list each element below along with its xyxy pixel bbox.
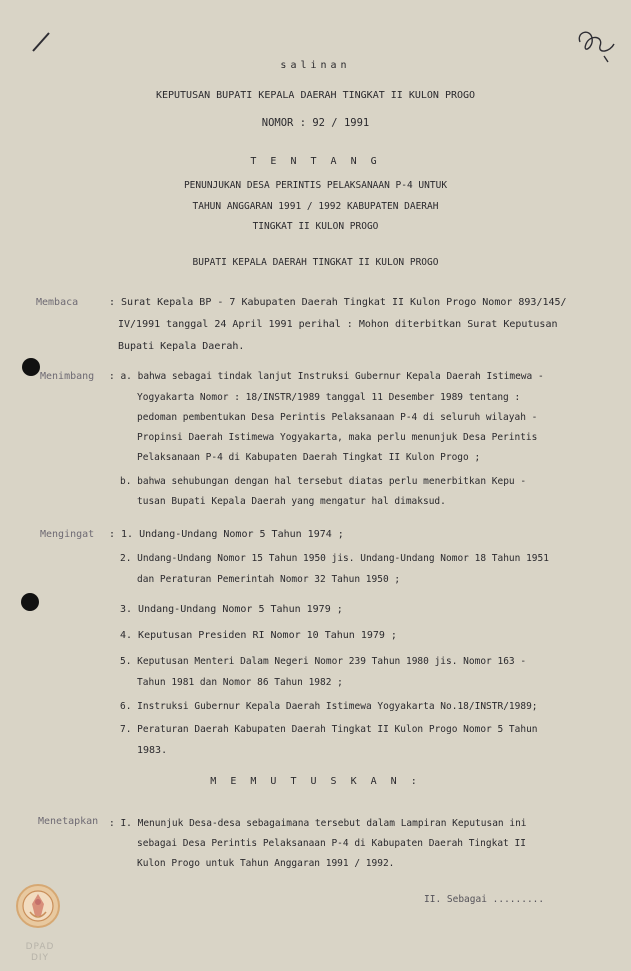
archive-name: DPAD (25, 942, 55, 952)
menimbang-b-line-2: tusan Bupati Kepala Daerah yang mengatur hal dimaksud. (137, 496, 446, 507)
membaca-line-3: Bupati Kepala Daerah. (118, 341, 245, 352)
punch-hole-top (22, 358, 40, 376)
menimbang-label: Menimbang (40, 371, 95, 382)
mengingat-item-5b: Tahun 1981 dan Nomor 86 Tahun 1982 ; (137, 677, 343, 688)
mengingat-item-2b: dan Peraturan Pemerintah Nomor 32 Tahun 1950 ; (137, 574, 401, 585)
menimbang-a-line-1: : a. bahwa sebagai tindak lanjut Instruksi Gubernur Kepala Daerah Istimewa - (109, 371, 544, 382)
mengingat-item-1: : 1. Undang-Undang Nomor 5 Tahun 1974 ; (109, 529, 344, 540)
archive-watermark (20, 942, 60, 964)
mengingat-label: Mengingat (40, 529, 95, 540)
punch-hole-bottom (21, 593, 39, 611)
archive-region: DIY (30, 953, 50, 963)
menimbang-a-line-3: pedoman pembentukan Desa Perintis Pelaksanaan P-4 di seluruh wilayah - (137, 412, 538, 423)
mengingat-item-2a: 2. Undang-Undang Nomor 15 Tahun 1950 jis. Undang-Undang Nomor 18 Tahun 1951 (120, 553, 549, 564)
salinan-label: salinan (280, 60, 351, 71)
decree-number: NOMOR : 92 / 1991 (261, 117, 370, 129)
menimbang-a-line-2: Yogyakarta Nomor : 18/INSTR/1989 tanggal 11 Desember 1989 tentang : (137, 392, 521, 403)
mengingat-item-6: 6. Instruksi Gubernur Kepala Daerah Istimewa Yogyakarta No.18/INSTR/1989; (120, 701, 538, 712)
menetapkan-label: Menetapkan (38, 816, 99, 827)
dpad-logo-icon (14, 882, 62, 942)
handwritten-slash-mark (30, 30, 52, 58)
tentang-line-2: TAHUN ANGGARAN 1991 / 1992 KABUPATEN DAERAH (192, 201, 439, 212)
menimbang-a-line-5: Pelaksanaan P-4 di Kabupaten Daerah Tingkat II Kulon Progo ; (137, 452, 481, 463)
mengingat-item-5a: 5. Keputusan Menteri Dalam Negeri Nomor 239 Tahun 1980 jis. Nomor 163 - (120, 656, 527, 667)
menimbang-b-line-1: b. bahwa sehubungan dengan hal tersebut diatas perlu menerbitkan Kepu - (120, 476, 527, 487)
mengingat-item-7b: 1983. (137, 745, 168, 756)
menetapkan-line-2: sebagai Desa Perintis Pelaksanaan P-4 di Kabupaten Daerah Tingkat II (137, 838, 526, 849)
continuation-text: II. Sebagai ......... (424, 894, 545, 905)
menimbang-a-line-4: Propinsi Daerah Istimewa Yogyakarta, maka perlu menunjuk Desa Perintis (137, 432, 538, 443)
menetapkan-line-3: Kulon Progo untuk Tahun Anggaran 1991 / 1992. (137, 858, 395, 869)
mengingat-item-4: 4. Keputusan Presiden RI Nomor 10 Tahun 1979 ; (120, 630, 397, 641)
mengingat-item-3: 3. Undang-Undang Nomor 5 Tahun 1979 ; (120, 604, 343, 615)
decree-title: KEPUTUSAN BUPATI KEPALA DAERAH TINGKAT II KULON PROGO (155, 90, 476, 101)
tentang-heading: T E N T A N G (250, 156, 381, 167)
menetapkan-line-1: : I. Menunjuk Desa-desa sebagaimana tersebut dalam Lampiran Keputusan ini (109, 818, 527, 829)
tentang-line-1: PENUNJUKAN DESA PERINTIS PELAKSANAAN P-4 UNTUK (183, 180, 448, 191)
memutuskan-heading: M E M U T U S K A N : (210, 776, 421, 787)
membaca-line-1: : Surat Kepala BP - 7 Kabupaten Daerah Tingkat II Kulon Progo Nomor 893/145/ (109, 297, 567, 308)
mengingat-item-7a: 7. Peraturan Daerah Kabupaten Daerah Tingkat II Kulon Progo Nomor 5 Tahun (120, 724, 538, 735)
bupati-heading: BUPATI KEPALA DAERAH TINGKAT II KULON PROGO (192, 257, 439, 268)
membaca-label: Membaca (36, 297, 79, 308)
tentang-line-3: TINGKAT II KULON PROGO (252, 221, 379, 232)
membaca-line-2: IV/1991 tanggal 24 April 1991 perihal : Mohon diterbitkan Surat Keputusan (118, 319, 558, 330)
